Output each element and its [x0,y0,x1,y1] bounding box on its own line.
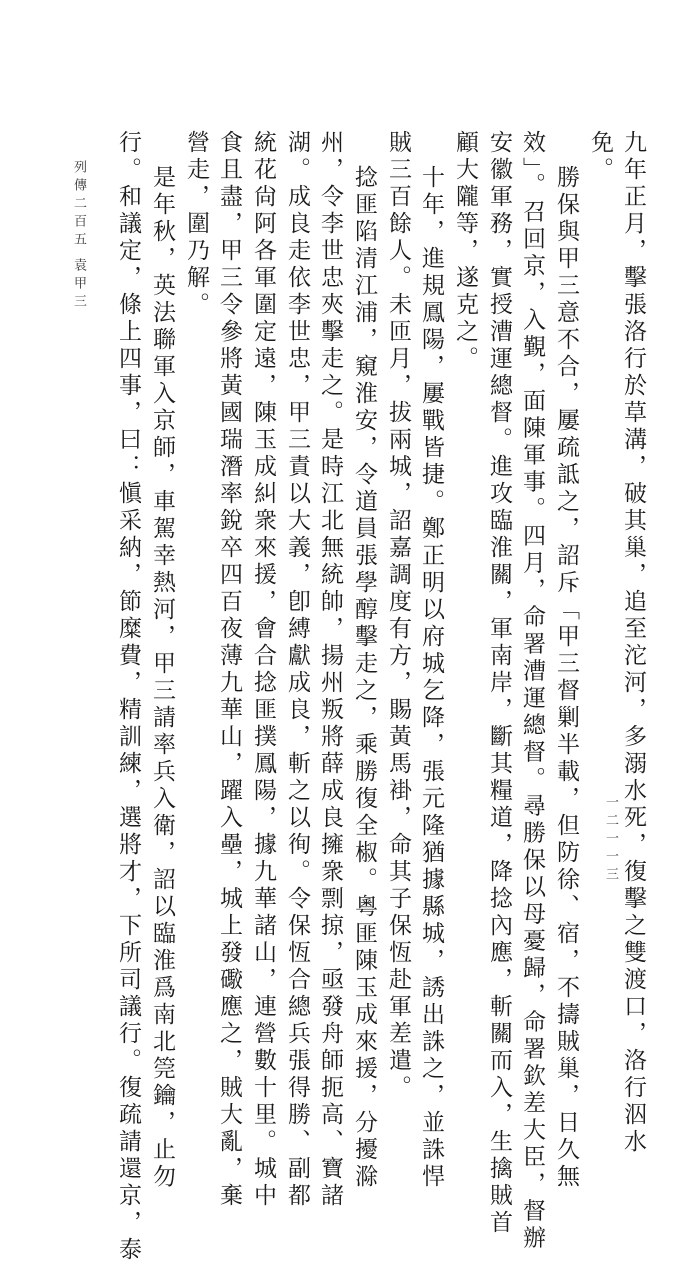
text-column: 免。 [587,130,613,184]
text-column: 統花尙阿各軍圍定遠，陳玉成糾衆來援，會合捻匪撲鳳陽，據九華諸山，連營數十里。城中 [250,130,276,1210]
text-column: 九年正月，擊張洛行於草溝，破其巢，追至沱河，多溺水死，復擊之雙渡口，洛行泅水 [620,130,646,1156]
text-column: 安徽軍務，實授漕運總督。進攻臨淮關，軍南岸，斷其糧道，降捻內應，斬關而入，生擒賊首 [486,130,512,1237]
text-column: 湖。成良走依李世忠，甲三責以大義，卽縛獻成良，斬之以徇。令保恆合總兵張得勝、副都 [284,130,310,1210]
text-column: 顧大隴等，遂克之。 [452,130,478,373]
text-column: 十年，進規鳳陽，屢戰皆捷。鄭正明以府城乞降，張元隆猶據縣城，誘出誅之，並誅悍 [418,165,444,1191]
text-column: 州，令李世忠夾擊走之。是時江北無統帥，揚州叛將薛成良擁衆剽掠，亟發舟師扼高、寶諸 [317,130,343,1210]
text-column: 食且盡，甲三令參將黃國瑞潛率銳卒四百夜薄九華山，躍入壘，城上發礮應之，賊大亂，棄 [216,130,242,1210]
text-column: 捻匪陷清江浦，窺淮安，令道員張學醇擊走之，乘勝復全椒。粵匪陳玉成來援，分擾滁 [351,165,377,1191]
folio-name: 袁甲三 [71,258,86,312]
text-column: 營走，圍乃解。 [183,130,209,319]
text-column: 勝保與甲三意不合，屢疏詆之，詔斥「甲三督剿半載，但防徐、宿，不擣賊巢，日久無 [553,165,579,1191]
text-column: 是年秋，英法聯軍入京師，車駕幸熱河，甲三請率兵入衛，詔以臨淮爲南北筦鑰，止勿 [149,165,175,1191]
text-column: 行。和議定，條上四事，曰：愼采納，節糜費，精訓練，選將才，下所司議行。復疏請還京，泰 [115,130,141,1264]
folio-page-number: 一二一一三 [603,795,618,885]
folio-section: 列傳二百五 [71,160,86,250]
text-column: 賊三百餘人。未匝月，拔兩城，詔嘉調度有方，賜黃馬褂，命其子保恆赴軍差遣。 [385,130,411,1102]
text-column: 效」。召回京，入覲，面陳軍事。四月，命署漕運總督。尋勝保以母憂歸，命署欽差大臣，督辦 [519,130,545,1253]
